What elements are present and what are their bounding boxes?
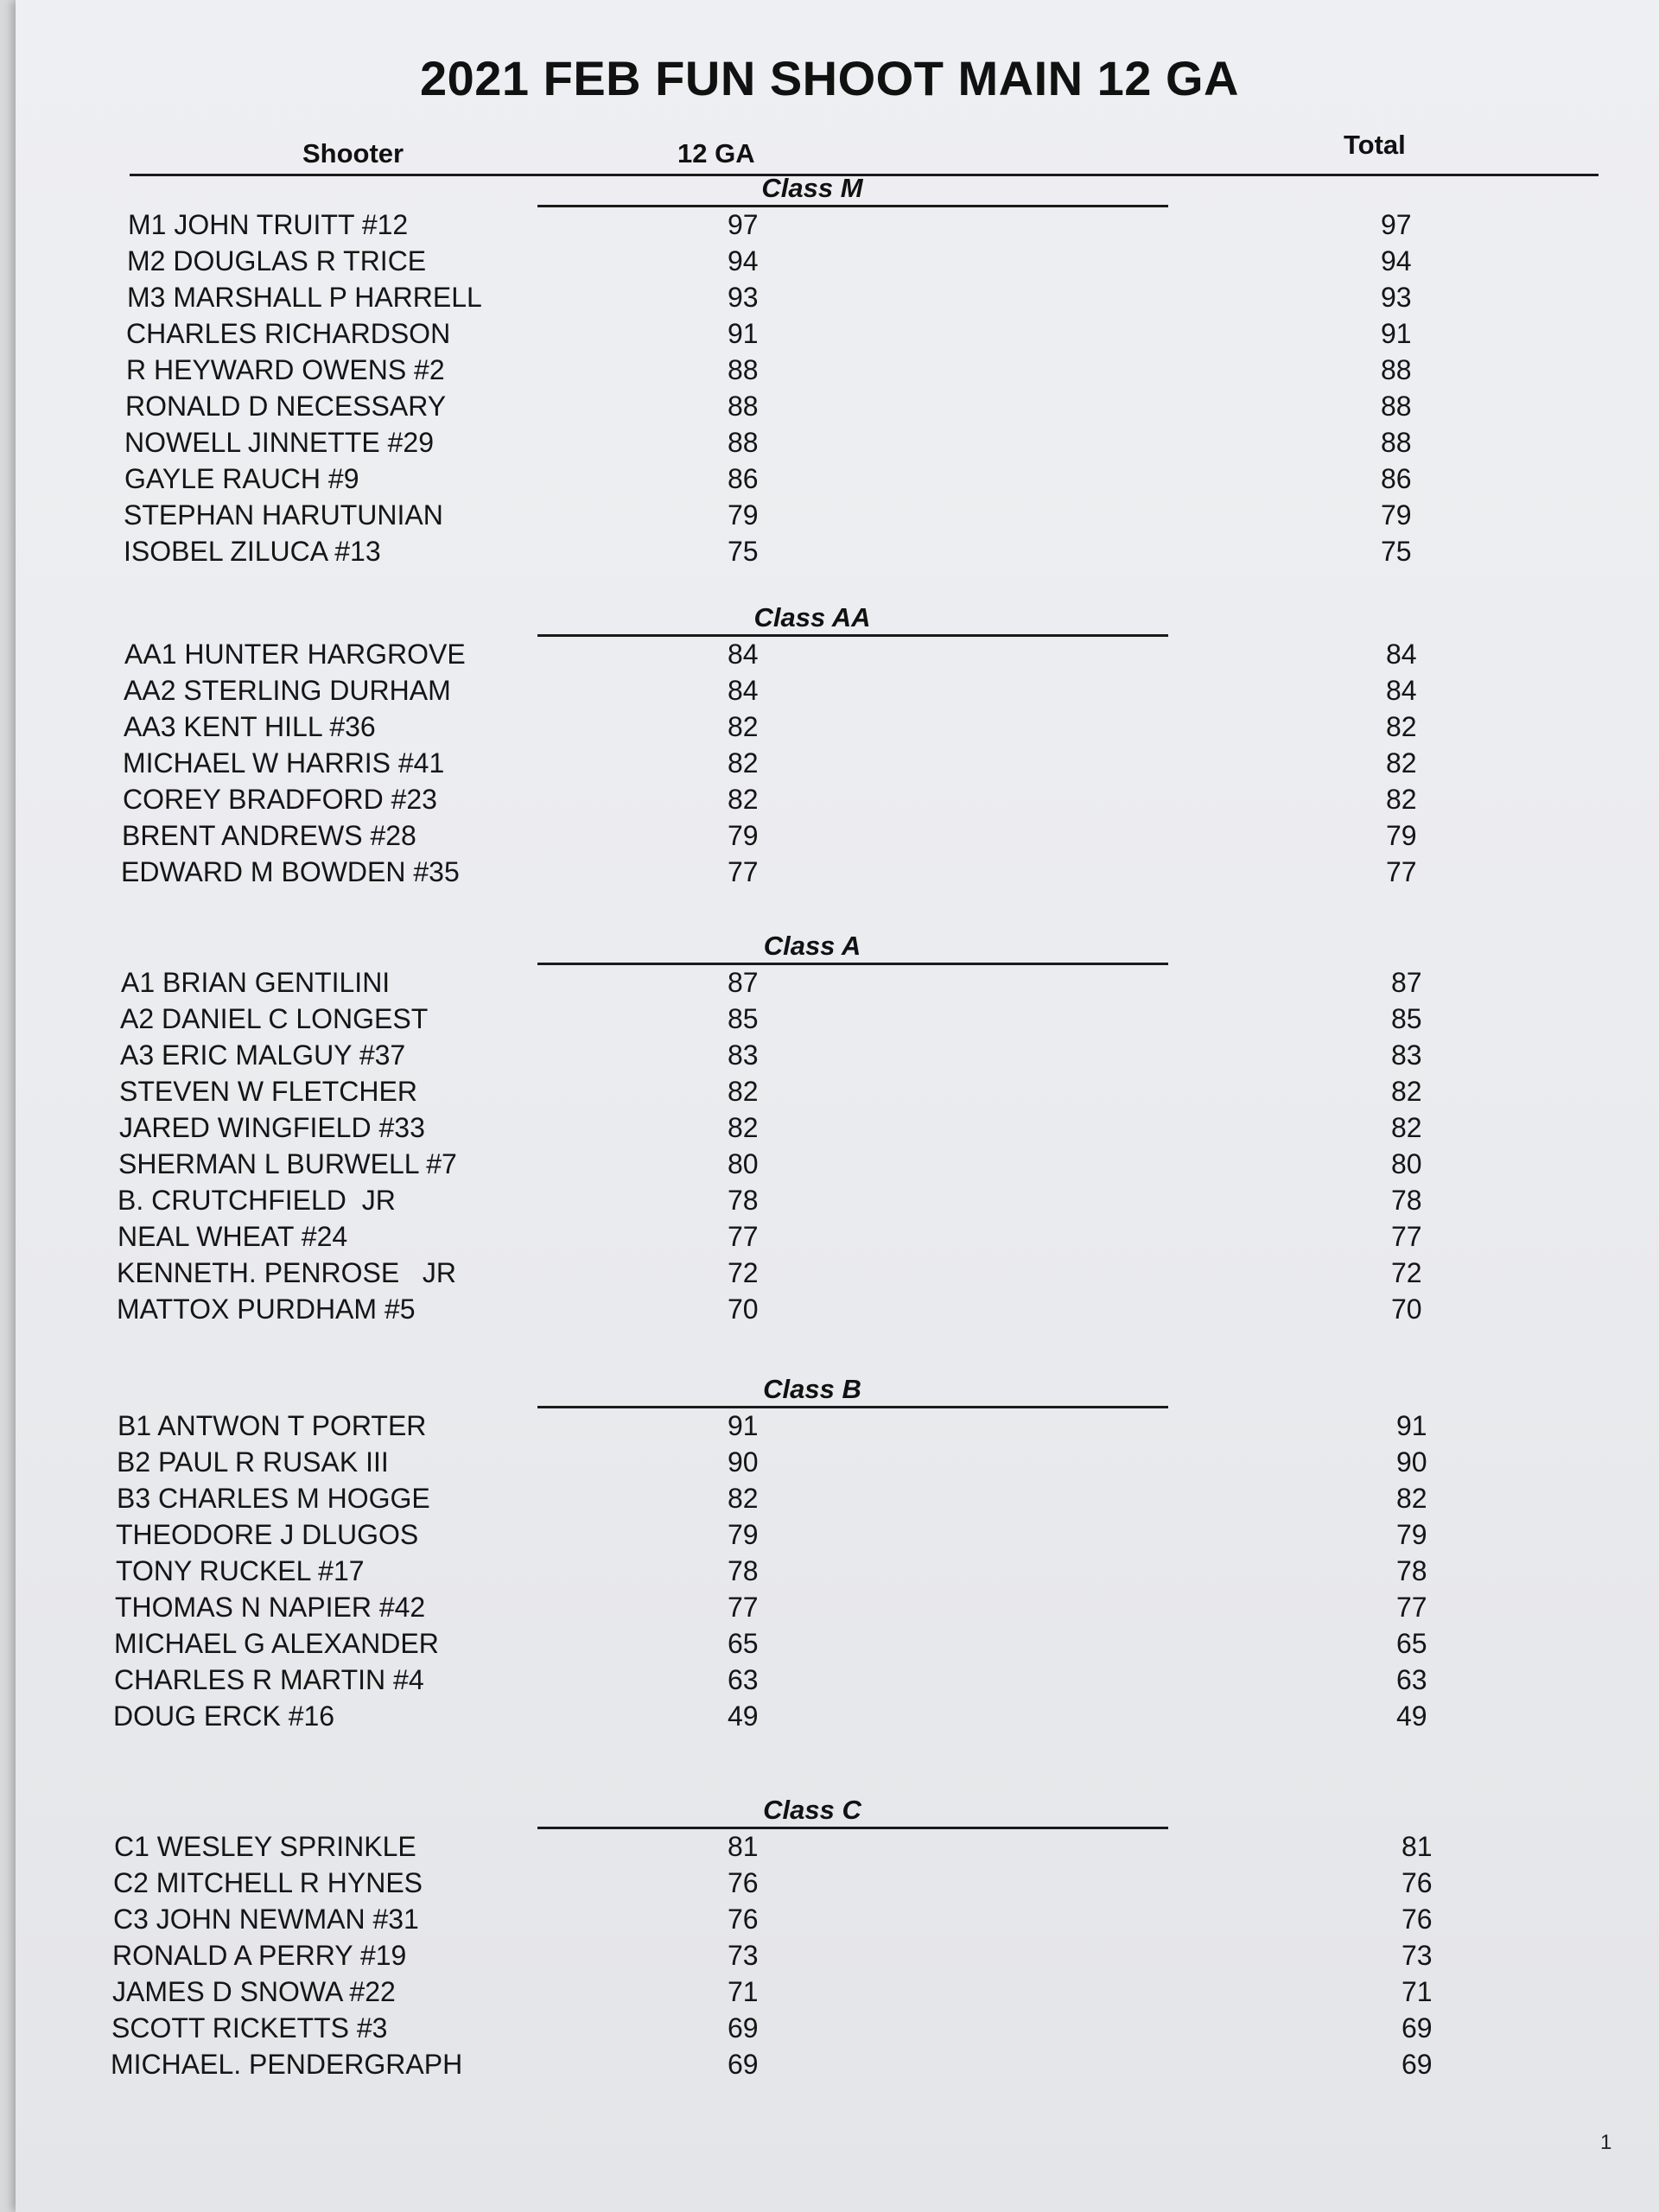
total-score: 79 bbox=[1386, 820, 1417, 851]
gauge-score: 76 bbox=[728, 1904, 759, 1935]
table-row bbox=[0, 1664, 1659, 1700]
total-score: 82 bbox=[1386, 747, 1417, 779]
gauge-score: 82 bbox=[728, 1076, 759, 1107]
class-divider bbox=[537, 205, 1168, 207]
table-row bbox=[0, 967, 1659, 1003]
shooter-name: KENNETH. PENROSE JR bbox=[117, 1257, 456, 1288]
total-score: 82 bbox=[1386, 784, 1417, 815]
shooter-name: THOMAS N NAPIER #42 bbox=[115, 1592, 426, 1623]
shooter-name: C2 MITCHELL R HYNES bbox=[113, 1867, 423, 1898]
gauge-score: 77 bbox=[728, 856, 759, 887]
total-score: 80 bbox=[1391, 1148, 1422, 1179]
shooter-name: M3 MARSHALL P HARRELL bbox=[127, 282, 482, 313]
gauge-score: 77 bbox=[728, 1592, 759, 1623]
total-score: 78 bbox=[1391, 1185, 1422, 1216]
table-row bbox=[0, 747, 1659, 784]
total-score: 88 bbox=[1381, 354, 1412, 385]
total-score: 72 bbox=[1391, 1257, 1422, 1288]
total-score: 71 bbox=[1402, 1976, 1433, 2007]
table-row bbox=[0, 245, 1659, 282]
shooter-name: C3 JOHN NEWMAN #31 bbox=[113, 1904, 419, 1935]
shooter-name: CHARLES R MARTIN #4 bbox=[114, 1664, 424, 1695]
total-score: 90 bbox=[1396, 1446, 1427, 1478]
gauge-score: 82 bbox=[728, 747, 759, 779]
table-row bbox=[0, 1555, 1659, 1592]
shooter-name: JAMES D SNOWA #22 bbox=[112, 1976, 396, 2007]
gauge-score: 65 bbox=[728, 1628, 759, 1659]
total-score: 79 bbox=[1381, 499, 1412, 531]
total-score: 84 bbox=[1386, 675, 1417, 706]
gauge-score: 79 bbox=[728, 1519, 759, 1550]
gauge-score: 79 bbox=[728, 499, 759, 531]
shooter-name: JARED WINGFIELD #33 bbox=[119, 1112, 425, 1143]
table-row bbox=[0, 1904, 1659, 1940]
gauge-score: 49 bbox=[728, 1700, 759, 1732]
page-title: 2021 FEB FUN SHOOT MAIN 12 GA bbox=[419, 51, 1239, 105]
shooter-name: COREY BRADFORD #23 bbox=[123, 784, 437, 815]
total-score: 63 bbox=[1396, 1664, 1427, 1695]
shooter-name: AA2 STERLING DURHAM bbox=[124, 675, 451, 706]
shooter-name: NOWELL JINNETTE #29 bbox=[124, 427, 435, 458]
total-score: 77 bbox=[1391, 1221, 1422, 1252]
total-score: 94 bbox=[1381, 245, 1412, 276]
gauge-score: 63 bbox=[728, 1664, 759, 1695]
table-row bbox=[0, 391, 1659, 427]
shooter-name: ISOBEL ZILUCA #13 bbox=[124, 536, 381, 567]
total-score: 65 bbox=[1396, 1628, 1427, 1659]
gauge-score: 69 bbox=[728, 2049, 759, 2080]
table-row bbox=[0, 784, 1659, 820]
gauge-score: 71 bbox=[728, 1976, 759, 2007]
shooter-name: R HEYWARD OWENS #2 bbox=[126, 354, 445, 385]
table-row bbox=[0, 1112, 1659, 1148]
total-score: 86 bbox=[1381, 463, 1412, 494]
shooter-name: RONALD A PERRY #19 bbox=[112, 1940, 407, 1971]
table-row bbox=[0, 1940, 1659, 1976]
table-row bbox=[0, 1446, 1659, 1483]
shooter-name: SHERMAN L BURWELL #7 bbox=[118, 1148, 457, 1179]
total-score: 97 bbox=[1381, 209, 1412, 240]
table-row bbox=[0, 1410, 1659, 1446]
table-row bbox=[0, 536, 1659, 572]
gauge-score: 75 bbox=[728, 536, 759, 567]
page-number: 1 bbox=[1600, 2131, 1612, 2154]
shooter-name: BRENT ANDREWS #28 bbox=[122, 820, 416, 851]
shooter-name: AA3 KENT HILL #36 bbox=[124, 711, 376, 742]
table-row bbox=[0, 1003, 1659, 1039]
shooter-name: M1 JOHN TRUITT #12 bbox=[128, 209, 409, 240]
gauge-score: 82 bbox=[728, 784, 759, 815]
table-row bbox=[0, 1628, 1659, 1664]
shooter-name: RONALD D NECESSARY bbox=[125, 391, 447, 422]
table-row bbox=[0, 463, 1659, 499]
table-row bbox=[0, 711, 1659, 747]
gauge-score: 72 bbox=[728, 1257, 759, 1288]
table-row bbox=[0, 318, 1659, 354]
gauge-score: 87 bbox=[728, 967, 759, 998]
total-score: 49 bbox=[1396, 1700, 1427, 1732]
shooter-name: B3 CHARLES M HOGGE bbox=[117, 1483, 430, 1514]
table-row bbox=[0, 1221, 1659, 1257]
shooter-name: A3 ERIC MALGUY #37 bbox=[120, 1039, 406, 1071]
table-row bbox=[0, 2049, 1659, 2085]
total-score: 82 bbox=[1391, 1112, 1422, 1143]
gauge-score: 91 bbox=[728, 318, 759, 349]
table-row bbox=[0, 1257, 1659, 1294]
total-score: 82 bbox=[1396, 1483, 1427, 1514]
shooter-name: M2 DOUGLAS R TRICE bbox=[127, 245, 427, 276]
gauge-score: 73 bbox=[728, 1940, 759, 1971]
total-score: 75 bbox=[1381, 536, 1412, 567]
table-row bbox=[0, 1185, 1659, 1221]
shooter-name: TONY RUCKEL #17 bbox=[116, 1555, 365, 1586]
gauge-score: 77 bbox=[728, 1221, 759, 1252]
class-title: Class B bbox=[763, 1374, 861, 1404]
table-row bbox=[0, 1831, 1659, 1867]
gauge-score: 82 bbox=[728, 711, 759, 742]
total-score: 79 bbox=[1396, 1519, 1427, 1550]
total-score: 87 bbox=[1391, 967, 1422, 998]
table-row bbox=[0, 1483, 1659, 1519]
class-divider bbox=[537, 963, 1168, 965]
total-score: 81 bbox=[1402, 1831, 1433, 1862]
table-row bbox=[0, 1700, 1659, 1737]
shooter-name: MICHAEL G ALEXANDER bbox=[114, 1628, 439, 1659]
class-divider bbox=[537, 634, 1168, 637]
shooter-name: B. CRUTCHFIELD JR bbox=[118, 1185, 396, 1216]
gauge-score: 94 bbox=[728, 245, 759, 276]
gauge-score: 69 bbox=[728, 2012, 759, 2044]
shooter-name: B2 PAUL R RUSAK III bbox=[117, 1446, 389, 1478]
table-row bbox=[0, 2012, 1659, 2049]
class-divider bbox=[537, 1406, 1168, 1408]
total-score: 91 bbox=[1381, 318, 1412, 349]
table-row bbox=[0, 820, 1659, 856]
shooter-name: AA1 HUNTER HARGROVE bbox=[124, 639, 466, 670]
table-row bbox=[0, 1148, 1659, 1185]
gauge-score: 78 bbox=[728, 1185, 759, 1216]
table-row bbox=[0, 639, 1659, 675]
class-divider bbox=[537, 1827, 1168, 1829]
shooter-name: NEAL WHEAT #24 bbox=[118, 1221, 348, 1252]
table-row bbox=[0, 1294, 1659, 1330]
gauge-score: 91 bbox=[728, 1410, 759, 1441]
total-score: 88 bbox=[1381, 391, 1412, 422]
class-title: Class C bbox=[763, 1795, 861, 1825]
shooter-name: GAYLE RAUCH #9 bbox=[124, 463, 359, 494]
total-score: 73 bbox=[1402, 1940, 1433, 1971]
table-row bbox=[0, 354, 1659, 391]
table-row bbox=[0, 1039, 1659, 1076]
shooter-name: STEPHAN HARUTUNIAN bbox=[124, 499, 443, 531]
table-row bbox=[0, 856, 1659, 893]
table-row bbox=[0, 209, 1659, 245]
table-row bbox=[0, 499, 1659, 536]
total-score: 85 bbox=[1391, 1003, 1422, 1034]
class-title: Class A bbox=[763, 931, 861, 961]
gauge-column-header: 12 GA bbox=[677, 138, 755, 168]
gauge-score: 85 bbox=[728, 1003, 759, 1034]
total-score: 69 bbox=[1402, 2012, 1433, 2044]
class-title: Class M bbox=[761, 173, 863, 203]
table-row bbox=[0, 1867, 1659, 1904]
gauge-score: 84 bbox=[728, 675, 759, 706]
gauge-score: 78 bbox=[728, 1555, 759, 1586]
gauge-score: 70 bbox=[728, 1294, 759, 1325]
total-score: 69 bbox=[1402, 2049, 1433, 2080]
table-row bbox=[0, 427, 1659, 463]
gauge-score: 79 bbox=[728, 820, 759, 851]
shooter-name: EDWARD M BOWDEN #35 bbox=[121, 856, 460, 887]
gauge-score: 86 bbox=[728, 463, 759, 494]
table-row bbox=[0, 1592, 1659, 1628]
class-title: Class AA bbox=[753, 602, 871, 632]
shooter-name: MICHAEL. PENDERGRAPH bbox=[111, 2049, 463, 2080]
shooter-name: A2 DANIEL C LONGEST bbox=[120, 1003, 429, 1034]
total-score: 93 bbox=[1381, 282, 1412, 313]
total-score: 82 bbox=[1391, 1076, 1422, 1107]
gauge-score: 93 bbox=[728, 282, 759, 313]
total-score: 77 bbox=[1396, 1592, 1427, 1623]
total-score: 91 bbox=[1396, 1410, 1427, 1441]
gauge-score: 83 bbox=[728, 1039, 759, 1071]
gauge-score: 84 bbox=[728, 639, 759, 670]
gauge-score: 88 bbox=[728, 427, 759, 458]
gauge-score: 82 bbox=[728, 1112, 759, 1143]
gauge-score: 90 bbox=[728, 1446, 759, 1478]
total-column-header: Total bbox=[1344, 130, 1406, 160]
shooter-name: STEVEN W FLETCHER bbox=[119, 1076, 417, 1107]
total-score: 82 bbox=[1386, 711, 1417, 742]
shooter-name: B1 ANTWON T PORTER bbox=[118, 1410, 427, 1441]
shooter-column-header: Shooter bbox=[302, 138, 404, 168]
gauge-score: 81 bbox=[728, 1831, 759, 1862]
shooter-name: MATTOX PURDHAM #5 bbox=[117, 1294, 416, 1325]
gauge-score: 88 bbox=[728, 391, 759, 422]
gauge-score: 82 bbox=[728, 1483, 759, 1514]
total-score: 83 bbox=[1391, 1039, 1422, 1071]
shooter-name: THEODORE J DLUGOS bbox=[116, 1519, 419, 1550]
table-row bbox=[0, 1519, 1659, 1555]
table-row bbox=[0, 1976, 1659, 2012]
table-row bbox=[0, 675, 1659, 711]
gauge-score: 80 bbox=[728, 1148, 759, 1179]
table-row bbox=[0, 282, 1659, 318]
gauge-score: 88 bbox=[728, 354, 759, 385]
gauge-score: 97 bbox=[728, 209, 759, 240]
shooter-name: SCOTT RICKETTS #3 bbox=[111, 2012, 388, 2044]
total-score: 78 bbox=[1396, 1555, 1427, 1586]
total-score: 76 bbox=[1402, 1867, 1433, 1898]
shooter-name: A1 BRIAN GENTILINI bbox=[121, 967, 391, 998]
shooter-name: C1 WESLEY SPRINKLE bbox=[114, 1831, 416, 1862]
shooter-name: DOUG ERCK #16 bbox=[113, 1700, 335, 1732]
shooter-name: CHARLES RICHARDSON bbox=[126, 318, 451, 349]
total-score: 88 bbox=[1381, 427, 1412, 458]
table-row bbox=[0, 1076, 1659, 1112]
total-score: 84 bbox=[1386, 639, 1417, 670]
total-score: 70 bbox=[1391, 1294, 1422, 1325]
total-score: 76 bbox=[1402, 1904, 1433, 1935]
total-score: 77 bbox=[1386, 856, 1417, 887]
gauge-score: 76 bbox=[728, 1867, 759, 1898]
shooter-name: MICHAEL W HARRIS #41 bbox=[123, 747, 445, 779]
